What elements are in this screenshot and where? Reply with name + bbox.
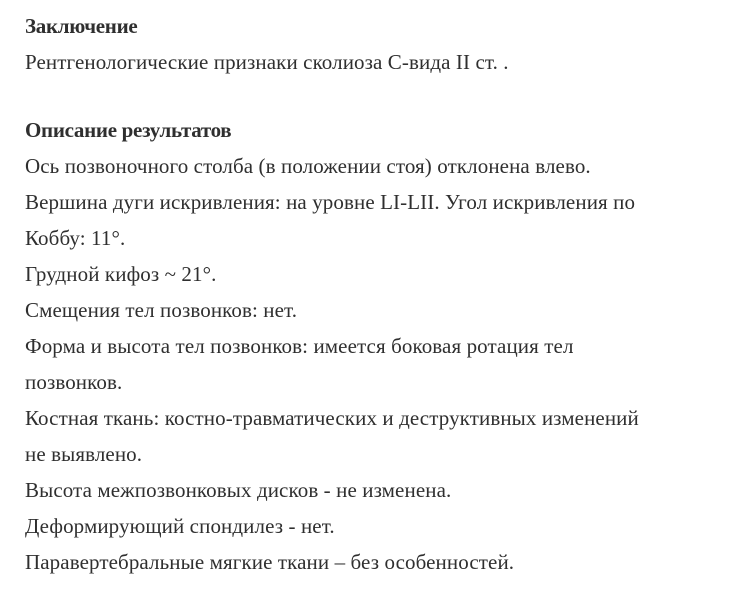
description-line: Деформирующий спондилез - нет. xyxy=(25,514,335,538)
description-line: Коббу: 11°. xyxy=(25,226,126,250)
description-line: Костная ткань: костно-травматических и деструктивных изменений xyxy=(25,406,639,430)
description-line: позвонков. xyxy=(25,370,123,394)
description-line: Вершина дуги искривления: на уровне LI-LII. Угол искривления по xyxy=(25,190,636,214)
conclusion-heading: Заключение xyxy=(25,14,138,38)
section-spacer xyxy=(25,80,732,112)
report-document xyxy=(25,8,732,580)
description-heading: Описание результатов xyxy=(25,118,232,142)
description-line: Грудной кифоз ~ 21°. xyxy=(25,262,217,286)
description-line: Ось позвоночного столба (в положении стоя) отклонена влево. xyxy=(25,154,591,178)
conclusion-text: Рентгенологические признаки сколиоза С-вида II ст. . xyxy=(25,50,509,74)
description-line: Форма и высота тел позвонков: имеется боковая ротация тел xyxy=(25,334,574,358)
description-line: Паравертебральные мягкие ткани – без особенностей. xyxy=(25,550,515,574)
description-line: Высота межпозвонковых дисков - не изменена. xyxy=(25,478,452,502)
description-line: Смещения тел позвонков: нет. xyxy=(25,298,298,322)
description-line: не выявлено. xyxy=(25,442,143,466)
